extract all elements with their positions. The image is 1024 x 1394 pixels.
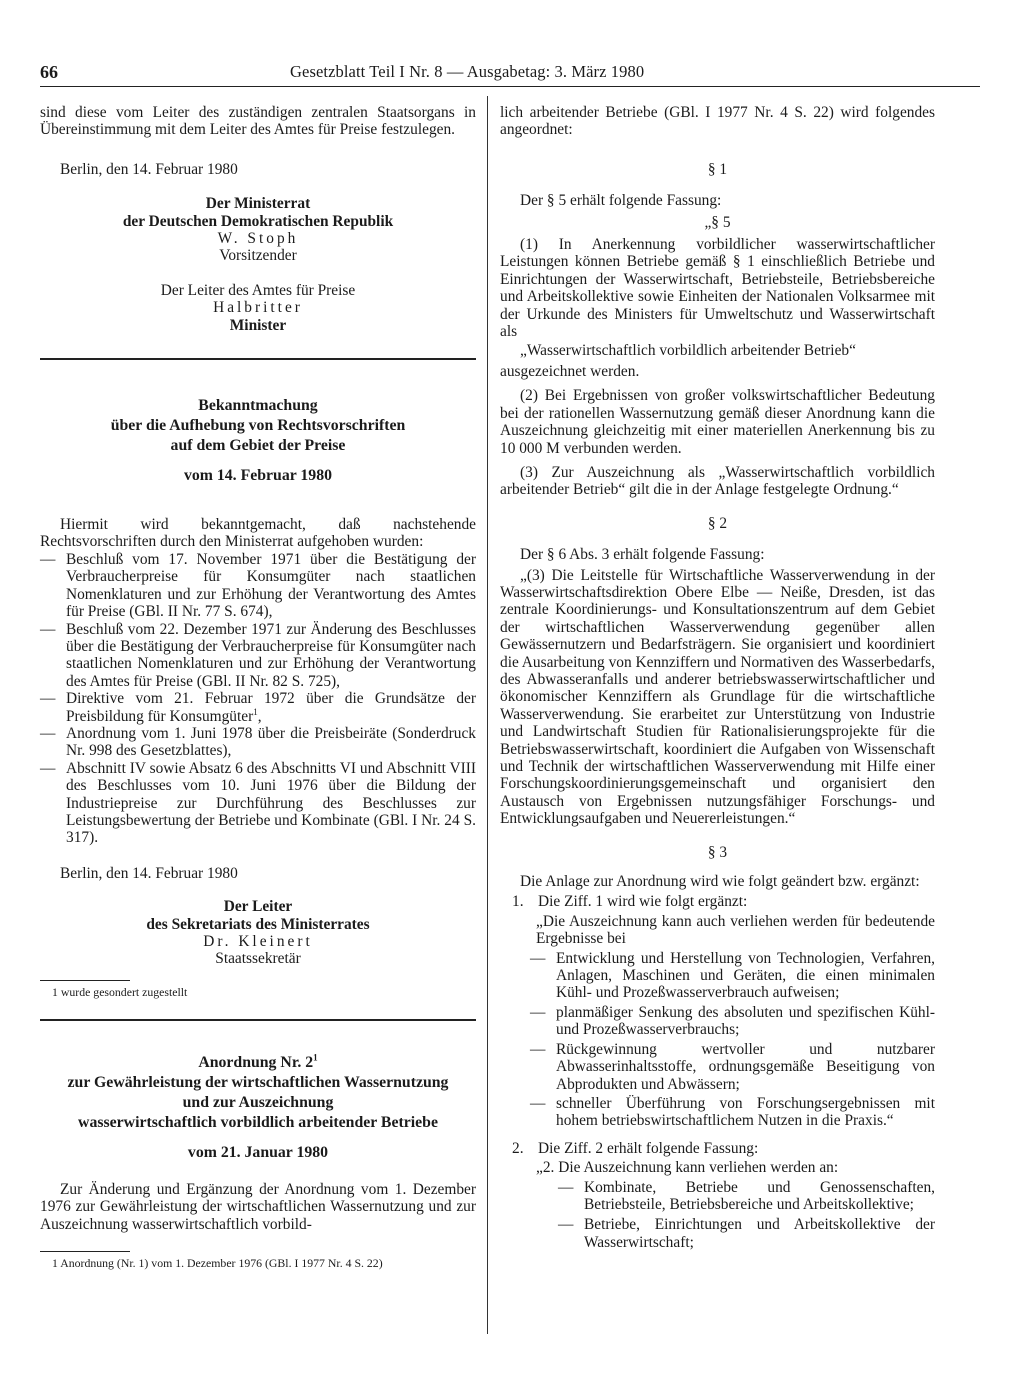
dash-bullet: —: [40, 620, 56, 638]
signature-block: [40, 898, 476, 968]
section-title: und zur Auszeichnung: [182, 1093, 334, 1111]
continued-paragraph: sind diese vom Leiter des zuständigen zentralen Staatsorgans in Übereinstimmung mit dem Leiter des Amtes für Preise festzulegen.: [40, 104, 476, 139]
continued-paragraph: lich arbeitender Betriebe (GBl. I 1977 Nr. 4 S. 22) wird folgendes angeordnet:: [500, 104, 935, 139]
dash-bullet: —: [530, 1094, 546, 1112]
list-item: — Abschnitt IV sowie Absatz 6 des Abschnitts VI und Abschnitt VIII des Beschlusses vom 10. Juni 1976 über die Bildung der Industriepreise zur Durchführung des Beschlusses zur Leistungsbewertung der Betriebe und Kombinate (GBl. I Nr. 24 S. 317).: [40, 759, 476, 847]
paragraph-heading: § 3: [707, 843, 728, 861]
signature-place-date: Berlin, den 14. Februar 1980: [60, 864, 238, 882]
section-title: Bekanntmachung: [198, 397, 318, 415]
left-column: [40, 104, 476, 1270]
signatory-role: Staatssekretär: [215, 950, 301, 968]
absatz: (3) Zur Auszeichnung als „Wasserwirtschaftlich vorbildlich arbeitender Betrieb“ gilt die in der Anlage festgelegte Ordnung.“: [500, 463, 935, 499]
dash-list: [530, 950, 935, 1130]
anordnung-heading: [40, 1053, 476, 1163]
footnote-rule: [40, 1251, 130, 1252]
section-rule: [40, 1019, 476, 1021]
dash-list: [558, 1179, 935, 1252]
footnote: 1 wurde gesondert zugestellt: [52, 984, 188, 999]
bekanntmachung-intro: Hiermit wird bekanntgemacht, daß nachstehende Rechtsvorschriften durch den Ministerrat aufgehoben wurden:: [40, 516, 476, 551]
signatory-name: W. Stoph: [217, 230, 299, 248]
list-item: — Anordnung vom 1. Juni 1978 über die Preisbeiräte (Sonderdruck Nr. 998 des Gesetzblattes),: [40, 724, 476, 760]
paragraph-heading: § 2: [707, 514, 728, 532]
footnote-rule: [40, 980, 130, 981]
anordnung-intro: Zur Änderung und Ergänzung der Anordnung vom 1. Dezember 1976 zur Gewährleistung der wirtschaftlichen Wassernutzung und zur Auszeichnung wasserwirtschaftlich vorbild-: [40, 1180, 476, 1233]
paragraph-lead: Der § 6 Abs. 3 erhält folgende Fassung:: [520, 546, 765, 564]
list-item: — Beschluß vom 22. Dezember 1971 zur Änderung des Beschlusses über die Bestätigung der Verbraucherpreise für Konsumgüter nach staatlichen Nomenklaturen und zur Erhöhung der Verantwortung des Amtes für Preise (GBl. II Nr. 82 S. 725),: [40, 620, 476, 690]
footnote: 1 Anordnung (Nr. 1) vom 1. Dezember 1976 (GBl. I 1977 Nr. 4 S. 22): [52, 1256, 383, 1271]
signature-org: Der Leiter: [223, 898, 293, 916]
signatory-name: Halbritter: [213, 299, 303, 317]
signatory-role: Vorsitzender: [219, 247, 297, 265]
section-date: vom 14. Februar 1980: [183, 467, 332, 485]
section-date: vom 21. Januar 1980: [187, 1143, 329, 1161]
signature-org: Der Ministerrat: [205, 195, 311, 213]
list-item: — Beschluß vom 17. November 1971 über die Bestätigung der Verbraucherpreise für Konsumgüter nach staatlichen Nomenklaturen und zur Erhöhung der Verantwortung des Amtes für Preise (GBl. II Nr. 77 S. 674),: [40, 550, 476, 621]
dash-bullet: —: [530, 949, 546, 967]
running-title: Gesetzblatt Teil I Nr. 8 — Ausgabetag: 3. März 1980: [290, 62, 645, 81]
signatory-name: Dr. Kleinert: [203, 933, 313, 950]
dash-bullet: —: [558, 1216, 574, 1234]
dash-bullet: —: [40, 550, 56, 568]
section-rule: [40, 358, 476, 360]
page-number: 66: [40, 62, 58, 82]
dash-bullet: —: [530, 1040, 546, 1058]
list-item: — schneller Überführung von Forschungsergebnissen mit hohem betriebswirtschaftlichem Nutzen in die Praxis.“: [530, 1094, 935, 1130]
quoted-text: „2. Die Auszeichnung kann verliehen werden an:: [536, 1159, 839, 1177]
list-item: — Direktive vom 21. Februar 1972 über die Grundsätze der Preisbildung für Konsumgüter$^1$,: [40, 690, 476, 725]
list-item: 1. Die Ziff. 1 wird wie folgt ergänzt:: [512, 893, 748, 911]
signature-org: Der Leiter des Amtes für Preise: [160, 281, 356, 299]
quoted-title: „Wasserwirtschaftlich vorbildlich arbeitender Betrieb“: [520, 342, 856, 360]
dash-bullet: —: [558, 1178, 574, 1196]
paragraph-lead: Die Anlage zur Anordnung wird wie folgt geändert bzw. ergänzt:: [520, 873, 920, 891]
signature-org: der Deutschen Demokratischen Republik: [122, 212, 394, 230]
bekanntmachung-heading: [40, 396, 476, 486]
section-title: Anordnung Nr. $2^1$: [198, 1052, 318, 1071]
repealed-list: [40, 551, 476, 847]
list-item: — planmäßiger Senkung des absoluten und spezifischen Kühl- und Prozeßwasserverbrauchs;: [530, 1003, 935, 1039]
signature-block: [40, 195, 476, 334]
section-title: über die Aufhebung von Rechtsvorschriften: [110, 417, 406, 435]
section-title: auf dem Gebiet der Preise: [170, 437, 346, 455]
footnote-ref: 1: [313, 1052, 318, 1063]
signatory-role: Minister: [229, 316, 287, 334]
list-item: — Rückgewinnung wertvoller und nutzbarer Abwasserinhaltsstoffe, ordnungsgemäße Beseitigung von Abprodukten und Abwässern;: [530, 1040, 935, 1093]
footnote-ref: 1: [253, 706, 258, 717]
list-item: 2. Die Ziff. 2 erhält folgende Fassung:: [512, 1139, 759, 1157]
list-item: — Entwicklung und Herstellung von Technologien, Verfahren, Anlagen, Maschinen und Geräten, die einen minimalen Kühl- und Prozeßwasserverbrauch aufweisen;: [530, 949, 935, 1002]
paragraph-lead: Der § 5 erhält folgende Fassung:: [520, 192, 722, 210]
quoted-text: „Die Auszeichnung kann auch verliehen werden für bedeutende Ergebnisse bei: [536, 912, 935, 948]
dash-bullet: —: [40, 690, 56, 708]
page-header: [40, 60, 980, 87]
absatz: (2) Bei Ergebnissen von großer volkswirtschaftlicher Bedeutung bei der rationellen Wassernutzung gemäß dieser Anordnung kann die Auszeichnung gleichzeitig mit einer materiellen Anerkennung bis zu 10 000 M verbunden werden.: [500, 387, 935, 457]
paragraph-body: „(3) Die Leitstelle für Wirtschaftliche Wasserverwendung in der Wasserwirtschaftsdirektion Obere Elbe — Neiße, Dresden, ist das zentrale Koordinierungs- und Konsultationszentrum auf dem Gebiet der wirtschaftlichen Wasserverwendung gegenüber allen Gewässernutzern und Bedarfsträgern. Sie organisiert und koordiniert die Ausarbeitung von Kennziffern und Normativen des Wasserbedarfs, des Abwasseranfalls und anderer betriebswasserwirtschaftlicher und ökonomischer Kennziffern als Grundlage für die wirtschaftliche Wasserverwendung. Sie erarbeitet zur Unterstützung von Industrie und Landwirtschaft Studien für Rationalisierungsprojekte für die Betriebswasserwirtschaft, koordiniert die Aufgaben von Wissenschaft und Technik der wirtschaftlichen Wasserverwendung mit Hilfe einer Forschungskoordinierungsgemeinschaft und organisiert den Austausch von Ergebnissen nutzungsfähiger Forschungs- und Entwicklungsaufgaben und Neuererleistungen.“: [500, 566, 935, 828]
paragraph-heading: § 1: [707, 160, 728, 178]
list-item: — Kombinate, Betriebe und Genossenschaften, Betriebsteile, Betriebsbereiche und Arbeitskollektive;: [558, 1178, 935, 1213]
signature-org: des Sekretariats des Ministerrates: [146, 915, 370, 933]
section-title: zur Gewährleistung der wirtschaftlichen Wassernutzung: [67, 1073, 449, 1091]
right-column: [500, 104, 935, 1251]
absatz-tail: ausgezeichnet werden.: [500, 362, 640, 380]
signature-place-date: Berlin, den 14. Februar 1980: [60, 160, 238, 178]
list-item: — Betriebe, Einrichtungen und Arbeitskollektive der Wasserwirtschaft;: [558, 1216, 935, 1251]
section-title: wasserwirtschaftlich vorbildlich arbeitender Betriebe: [78, 1113, 438, 1131]
dash-bullet: —: [530, 1003, 546, 1021]
absatz: (1) In Anerkennung vorbildlicher wasserwirtschaftlicher Leistungen können Betriebe gemäß § 1 einschließlich Betriebe und Einrichtungen der Wasserwirtschaft, Betriebsteile, Betriebsbereiche und Arbeitskollektive sowie Einheiten der Nationalen Volksarmee mit der Urkunde des Ministers für Umweltschutz und Wasserwirtschaft als: [500, 236, 935, 341]
paragraph-subheading: „§ 5: [704, 213, 731, 231]
dash-bullet: —: [40, 759, 56, 777]
column-divider: [487, 96, 488, 1334]
dash-bullet: —: [40, 724, 56, 742]
